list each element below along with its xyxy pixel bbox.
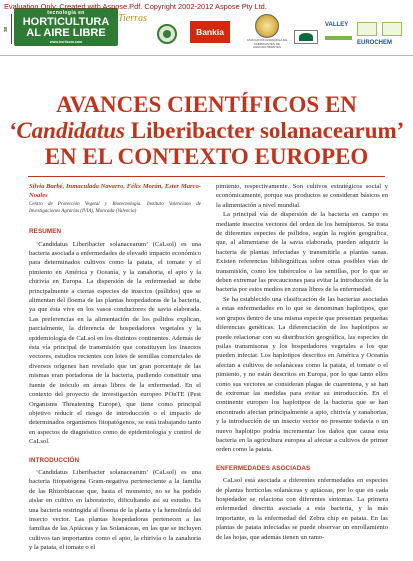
sponsor-round-logo [157,24,177,44]
sponsor-eurochem-logo: EUROCHEM [357,40,393,46]
tierras-logo: Tierras [118,13,147,24]
authors: Silvia Barbé, Inmaculada Navarro, Félix Morán, Ester Marco-Noales [29,183,201,199]
left-column [29,182,201,553]
sponsor-bankia-logo: Bankia [190,21,230,43]
sponsor-valley-logo: VALLEY [325,22,349,28]
sponsor-valent-logo [294,30,318,44]
body-paragraph-2: La principal vía de dispersión de la bacteria en campo es mediante insectos vectores del orden de los hemípteros. Se trata de diferentes especies de psílidos, según la región geográfica, que, al alimentarse de la savia elaborada, pueden adquirir la bacteria de plantas infectadas y transmitirla a plantas sanas. Existen referencias bibliográficas sobre otras posibles vías de transmisión, como los tubérculos o las semillas, por lo que se deben extremar las precauciones para evitar la introducción de la bacteria por estos medios en zonas libres de la enfermedad. [216,211,388,294]
magazine-logo-url: www.horticom.com [49,40,83,44]
enfermedades-paragraph: CaLsol está asociada a diferentes enfermedades en especies de plantas hortícolas solanáceas y apiáceas, por lo que en cada hospedador se relaciona con diferentes síntomas. La primera enfermedad descrita asociada a esta bacteria, y la más importante, es la enfermedad del Zebra chip en patata. En las plantas de patata infectadas se puede observar un enrollamiento de las hojas, que además tienen un ramo- [216,477,388,541]
resumen-paragraph: ‘Candidatus Liberibacter solanacearum’ (CaLsol) es una bacteria asociada a enfermedades de elevado impacto económico para determinados cultivos como la patata, el tomate y el pimiento en América y Oceanía, y la zanahoria, el apio y la chirivía en Europa. La dispersión de la enfermedad se debe principalmente a ciertas especies de insectos (psílidos) que se alimentan del floema de las plantas hospedadoras de la bacteria, ya que ésta vive en los vasos conductores de savia elaborada. Las preferencias en la alimentación de los psílidos explican, parcialmente, la diferencia de hospedadores vegetales y la epidemiología de CaLsol en los distintos continentes. Además de ésta vía principal de transmisión que constituyen los insectos vectores, estudios recientes con lotes de semillas comerciales de diversos orígenes han revelado que un gran porcentaje de las mismas eran portadoras de la bacteria, pudiendo constituir una fuente de inóculo en áreas libres de la enfermedad. En el contexto del proyecto de investigación europeo POnTE (Pest Organisms Threatening Europe), que tiene como principal objetivo reducir el riesgo de introducción o el impacto de determinados organismos fitopatógenos, se está trabajando tanto en aspectos de diagnóstico como de epidemiología y control de CaLsol. [29,240,201,446]
article-title-line2 [0,118,413,144]
section-heading-resumen: RESUMEN [29,228,62,236]
article-title-line2-rest: Liberibacter solanacearum’ [124,118,405,143]
magazine-logo-top: tecnología en [47,10,85,16]
page-number: 38 [3,27,8,33]
emblem-icon [255,14,279,38]
page-number-tab [3,14,12,44]
section-heading-introduccion: INTRODUCCIÓN [29,456,80,464]
sponsor-association-logo [245,14,289,54]
right-column [216,182,388,542]
sponsor-small-logo-1 [357,22,377,36]
body-paragraph-3: Se ha establecido una clasificación de las bacterias asociadas a estas enfermedades en lo que se denominan haplotipos, que son grupos dentro de una misma especie que presentan pequeñas diferencias genéticas. La diferenciación de los haplotipos se puede relacionar con su distribución geográfica, las especies de psilas transmisoras y los hospedadores vegetales a los que pueden infectar. Los haplotipos descritos en América y Oceanía afectan a cultivos de solanáceas como la patata, el tomate o el pimiento, y no están descritos en Europa, por lo que tanto ellos como sus vectores se consideran plagas de cuarentena, y se han de extremar las medidas para evitar su introducción. En el continente europeo los haplotipos de la bacteria que se han encontrado afectan principalmente a apio, chirivía y zanahorias, y la introducción de un insecto vector no presente todavía o un nuevo haplotipo podría incrementar los daños que causa esta bacteria en la agricultura europea al afectar a cultivos de primer orden como la patata. [216,295,388,454]
magazine-logo-line1: HORTICULTURA [22,16,110,28]
sponsor-association-text: ASOCIACIÓN ESPAÑOLA DE FABRICANTES DE AGRONUTRIENTES [246,38,288,50]
article-title-italic: ‘Candidatus [8,118,125,143]
sponsor-valley-bar [325,36,352,40]
article-title-line1: AVANCES CIENTÍFICOS EN [56,92,357,117]
article-title-line3: EN EL CONTEXTO EUROPEO [44,144,369,169]
magazine-logo [14,8,118,46]
magazine-logo-line2: AL AIRE LIBRE [26,27,106,39]
intro-paragraph: ‘Candidatus Liberibacter solanacearum’ (CaLsol) es una bacteria fitopatógena Gram-negativa perteneciente a la familia de las Rhizobiaceae que, hasta el momento, no se ha podido aislar en cultivo en laboratorio, dificultando así su estudio. Es una bacteria restringida al floema de la planta y la hemolinfa del insecto vector. Las plantas hospedadoras pertenecen a las familias de las Apiáceas y las Solanáceas, en las que se incluyen cultivos tan importantes como el apio, la chirivía o la zanahoria y la patata, el tomate o el [29,468,201,552]
sponsor-small-logo-2 [382,22,402,36]
affiliation: Centro de Protección Vegetal y Biotecnología. Instituto Valenciano de Investigaciones Agrarias (IVIA), Moncada (Valencia) [29,202,201,214]
section-heading-enfermedades: ENFERMEDADES ASOCIADAS [216,464,311,472]
title-divider [28,176,385,177]
evaluation-watermark: Evaluation Only. Created with Aspose.Pdf. Copyright 2002-2012 Aspose Pty Ltd. [4,2,267,11]
body-paragraph-1: pimiento, respectivamente. Son cultivos estratégicos social y económicamente, porque sus productos se consideran básicos en la alimentación a nivel mundial. [216,183,388,209]
